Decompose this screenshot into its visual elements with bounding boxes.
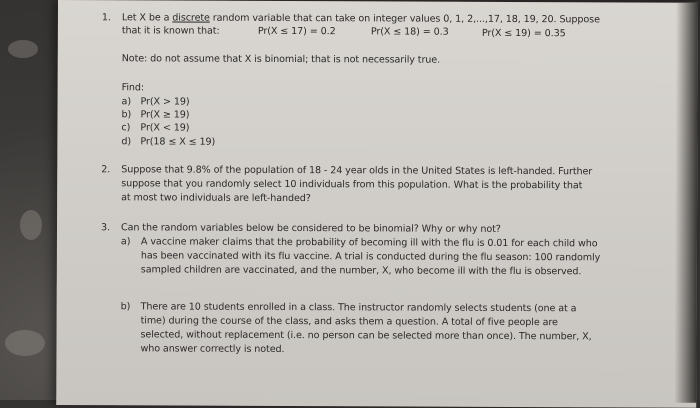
- intro-underlined-word: discrete: [172, 12, 210, 24]
- part-b-line: who answer correctly is noted.: [140, 343, 285, 355]
- part-a-label: a): [120, 236, 131, 248]
- find-item-a: Pr(X > 19): [140, 96, 190, 108]
- find-item-b-label: b): [121, 109, 132, 121]
- given-3: Pr(X ≤ 19) = 0.35: [481, 27, 566, 40]
- background-texture: [8, 40, 38, 58]
- part-a-line: sampled children are vaccinated, and the number, X, who become ill with the flu is observed.: [140, 264, 582, 278]
- given-2: Pr(X ≤ 18) = 0.3: [370, 26, 449, 38]
- part-a-line: A vaccine maker claims that the probability of becoming ill with the flu is 0.01 for each child who: [140, 236, 598, 250]
- background-texture: [20, 210, 42, 240]
- find-label: Find:: [121, 82, 145, 94]
- find-item-b: Pr(X ≥ 19): [140, 109, 190, 121]
- problem-3-question: Can the random variables below be considered to be binomial? Why or why not?: [120, 222, 501, 235]
- find-item-a-label: a): [121, 96, 132, 108]
- part-b-line: There are 10 students enrolled in a class. The instructor randomly selects students (one at a: [140, 301, 577, 315]
- background-texture: [5, 330, 45, 356]
- problem-1-intro-line-1: [122, 12, 600, 25]
- find-item-c: Pr(X < 19): [140, 122, 190, 134]
- intro-text: Let X be a: [121, 12, 173, 24]
- paper-edge-shadow: [674, 3, 698, 403]
- problem-1-number: 1.: [101, 12, 111, 24]
- given-1: Pr(X ≤ 17) = 0.2: [257, 25, 336, 38]
- find-item-d: Pr(18 ≤ X ≤ 19): [140, 136, 216, 148]
- part-b-line: time) during the course of the class, and asks them a question. A total of five people are: [140, 315, 558, 329]
- part-a-line: has been vaccinated with its flu vaccine. A trial is conducted during the flu season: 100 randomly: [140, 250, 601, 264]
- problem-2-line: at most two individuals are left-handed?: [121, 192, 311, 205]
- find-item-d-label: d): [121, 136, 132, 148]
- intro-text: random variable that can take on integer values 0, 1, 2,...,17, 18, 19, 20. Suppose: [209, 12, 600, 26]
- part-b-label: b): [120, 301, 131, 313]
- problem-2-number: 2.: [101, 164, 111, 176]
- problem-1-note: Note: do not assume that X is binomial; that is not necessarily true.: [121, 53, 441, 66]
- problem-2-line: suppose that you randomly select 10 individuals from this population. What is the probability that: [121, 178, 583, 192]
- find-item-c-label: c): [121, 122, 131, 134]
- part-b-line: selected, without replacement (i.e. no person can be selected more than once). The number, X,: [140, 329, 592, 343]
- problem-3-number: 3.: [100, 222, 110, 234]
- problem-2-line: Suppose that 9.8% of the population of 18 - 24 year olds in the United States is left-handed. Further: [121, 164, 593, 178]
- worksheet-paper: [56, 0, 698, 408]
- problem-1-intro-line-2: that it is known that:: [121, 25, 220, 37]
